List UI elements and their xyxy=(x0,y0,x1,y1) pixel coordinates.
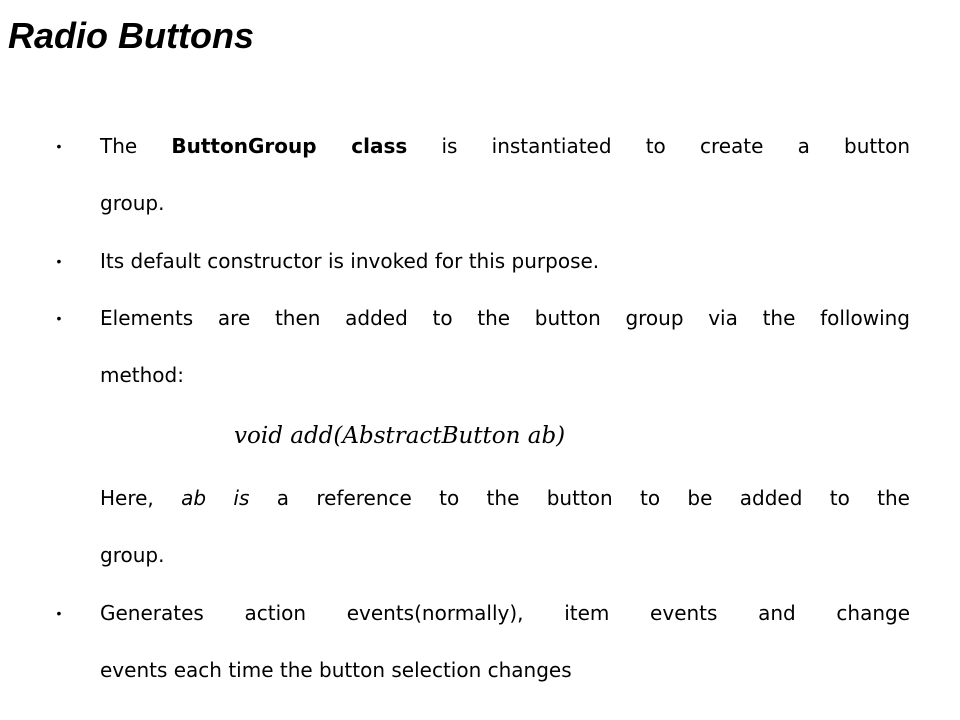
bullet-3-continuation-text: method: xyxy=(100,363,184,387)
bullet-1-continuation xyxy=(100,175,910,232)
bullet-1-part-3: is instantiated to create a button xyxy=(407,134,910,158)
bullet-text-2: Its default constructor is invoked for this purpose. xyxy=(100,249,600,273)
bullet-text-4: Generates action events(normally), item events and change xyxy=(100,601,910,625)
bullet-dot: • xyxy=(56,138,62,154)
method-note-continuation: group. xyxy=(100,543,165,567)
button-group-class-term: ButtonGroup class xyxy=(171,134,408,158)
bullet-dot: • xyxy=(56,605,62,621)
method-note-part-3: a reference to the button to be added to the xyxy=(249,486,910,510)
bullet-dot: • xyxy=(56,253,62,269)
method-note-text xyxy=(100,470,910,527)
bullet-text-1 xyxy=(100,118,910,175)
bullet-text-3: Elements are then added to the button group via the following xyxy=(100,306,910,330)
bullet-1-continuation-text: group. xyxy=(100,191,165,215)
slide-title: Radio Buttons xyxy=(8,15,254,56)
ab-reference: ab is xyxy=(181,486,250,510)
bullet-4-continuation xyxy=(100,642,910,699)
bullet-dot: • xyxy=(56,310,62,326)
bullet-4-continuation-text: events each time the button selection changes xyxy=(100,658,572,682)
bullet-1-part-1: The xyxy=(100,134,172,158)
method-note-part-1: Here, xyxy=(100,486,182,510)
method-signature: void add(AbstractButton ab) xyxy=(234,423,566,449)
bullet-3-continuation xyxy=(100,347,910,404)
